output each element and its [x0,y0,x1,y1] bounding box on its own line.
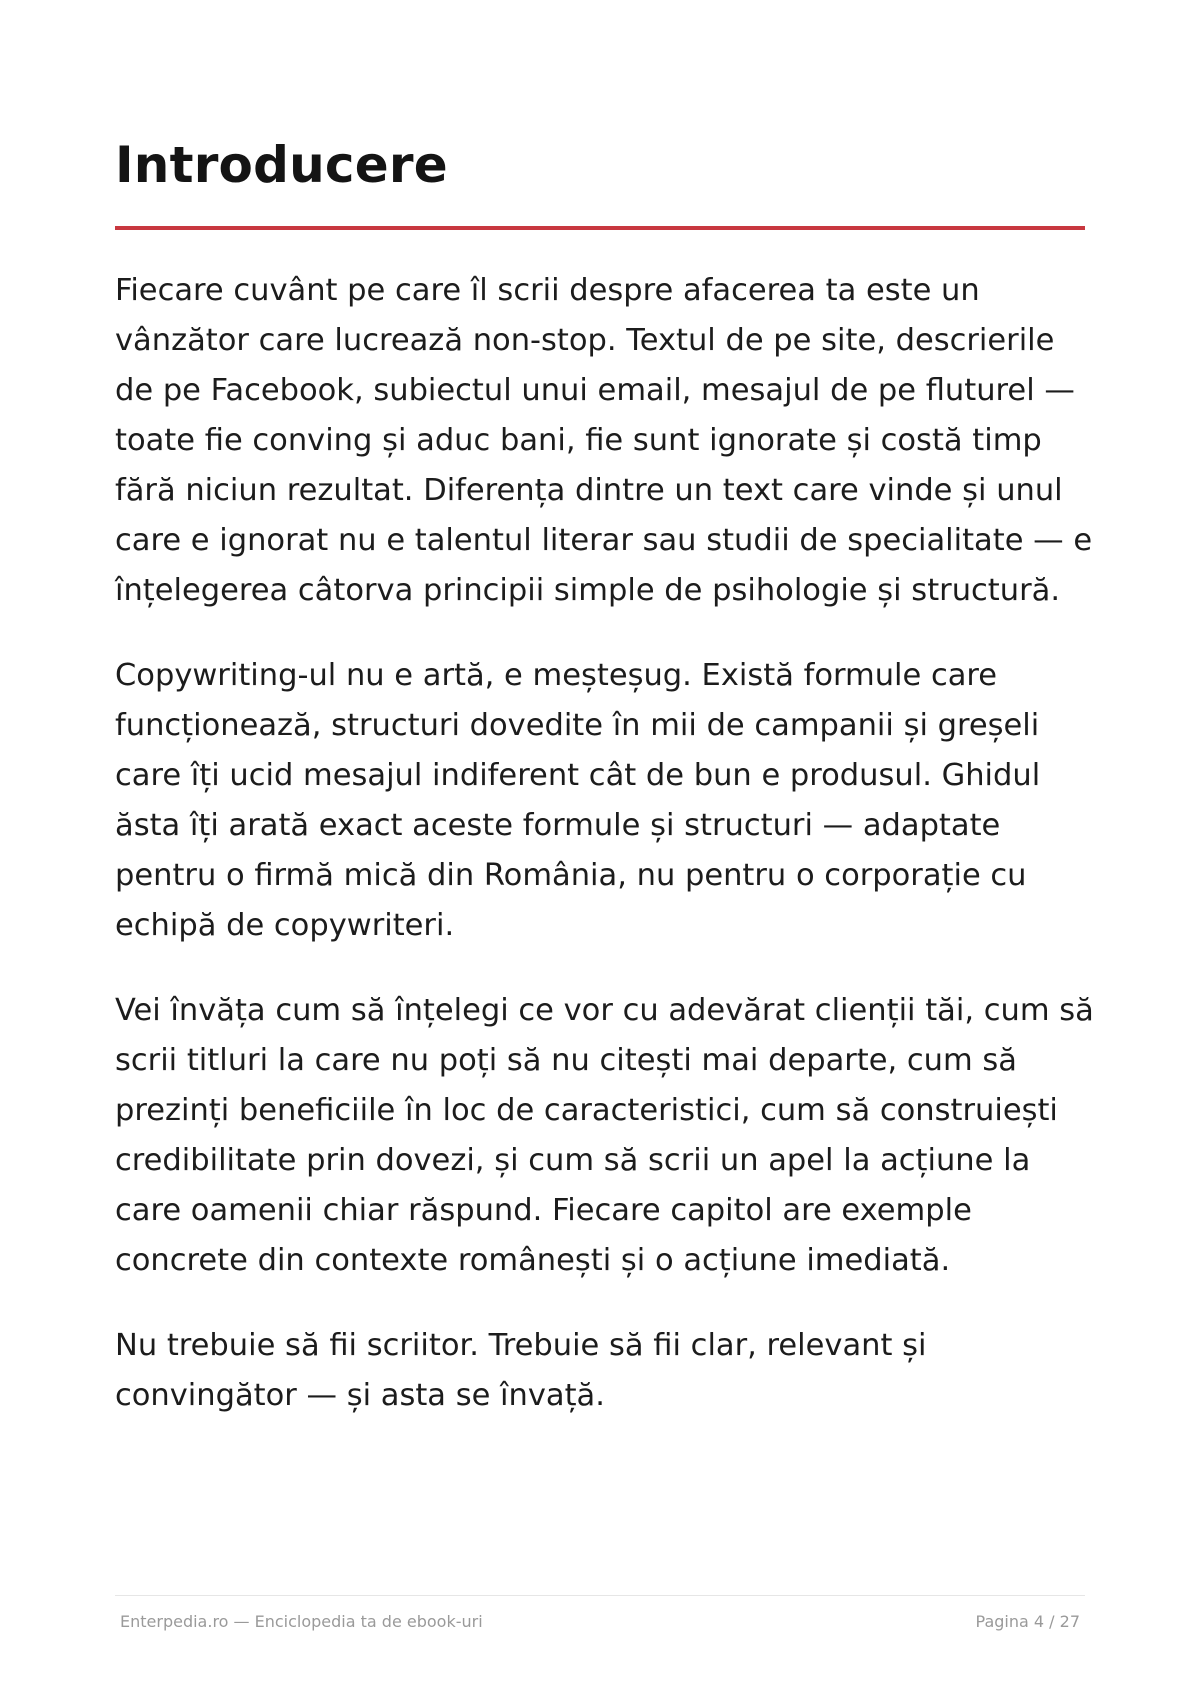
paragraph-1: Fiecare cuvânt pe care îl scrii despre afacerea ta este un vânzător care lucrează non-stop. Textul de pe site, descrierile de pe Facebook, subiectul unui email, mesajul de pe fluturel — toate fie conving și aduc bani, fie sunt ignorate și costă timp fără niciun rezultat. Diferența dintre un text care vinde și unul care e ignorat nu e talentul literar sau studii de specialitate — e înțelegerea câtorva principii simple de psihologie și structură. [115,273,1093,608]
footer-page-number: Pagina 4 / 27 [975,1612,1080,1631]
footer-divider [115,1595,1085,1596]
footer-site-credit: Enterpedia.ro — Enciclopedia ta de ebook-uri [120,1612,483,1631]
document-page [115,0,1094,1683]
page-title: Introducere [115,136,448,194]
paragraph-4: Nu trebuie să fii scriitor. Trebuie să fii clar, relevant și convingător — și asta se învață. [115,1328,927,1413]
paragraph-2: Copywriting-ul nu e artă, e meșteșug. Există formule care funcționează, structuri dovedite în mii de campanii și greșeli care îți ucid mesajul indiferent cât de bun e produsul. Ghidul ăsta îți arată exact aceste formule și structuri — adaptate pentru o firmă mică din România, nu pentru o corporație cu echipă de copywriteri. [115,658,1041,943]
title-underline-divider [115,226,1085,230]
paragraph-3: Vei învăța cum să înțelegi ce vor cu adevărat clienții tăi, cum să scrii titluri la care nu poți să nu citești mai departe, cum să prezinți beneficiile în loc de caracteristici, cum să construiești credibilitate prin dovezi, și cum să scrii un apel la acțiune la care oamenii chiar răspund. Fiecare capitol are exemple concrete din contexte românești și o acțiune imediată. [115,993,1094,1278]
body-text [115,266,1095,1456]
